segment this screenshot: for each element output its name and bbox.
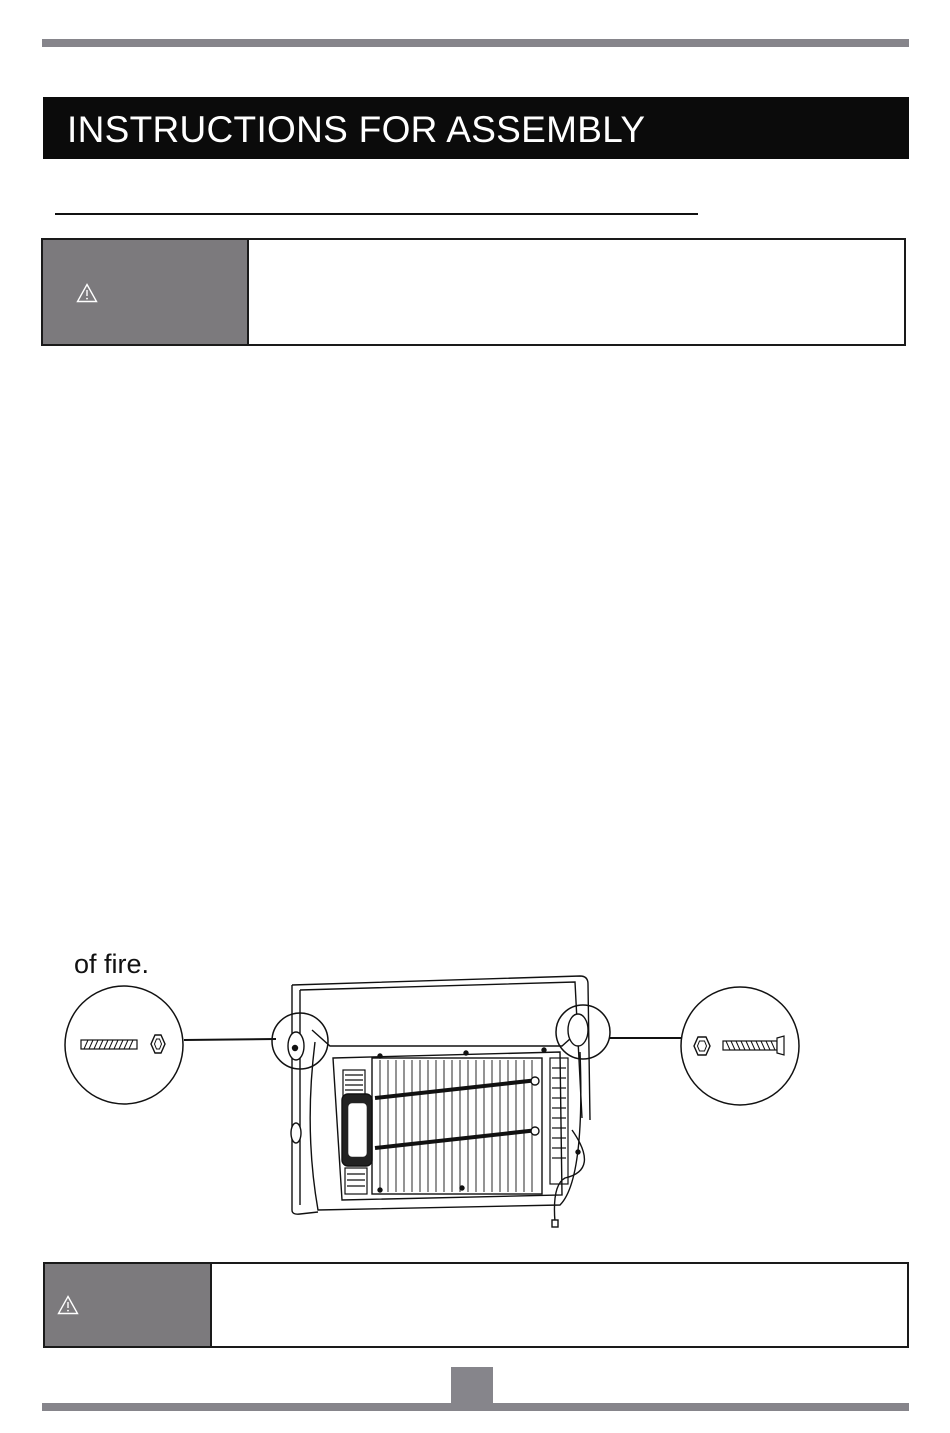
- warning-triangle-icon: [76, 283, 98, 303]
- warning-label-panel: [45, 1264, 212, 1346]
- bottom-decorative-rule: [42, 1403, 909, 1411]
- screw-detail-left: [65, 986, 183, 1104]
- warning-box-top: [41, 238, 906, 346]
- heater-body: [288, 976, 590, 1227]
- page-title-bar: [43, 97, 909, 159]
- warning-label-panel: [43, 240, 249, 344]
- top-decorative-rule: [42, 39, 909, 47]
- warning-triangle-icon: [57, 1295, 79, 1315]
- warning-box-bottom: [43, 1262, 909, 1348]
- body-text-fragment: of fire.: [74, 949, 150, 979]
- heater-assembly-illustration: [60, 970, 820, 1235]
- page-title: INSTRUCTIONS FOR ASSEMBLY: [67, 109, 646, 150]
- screw-detail-right: [681, 987, 799, 1105]
- section-divider: [55, 213, 698, 215]
